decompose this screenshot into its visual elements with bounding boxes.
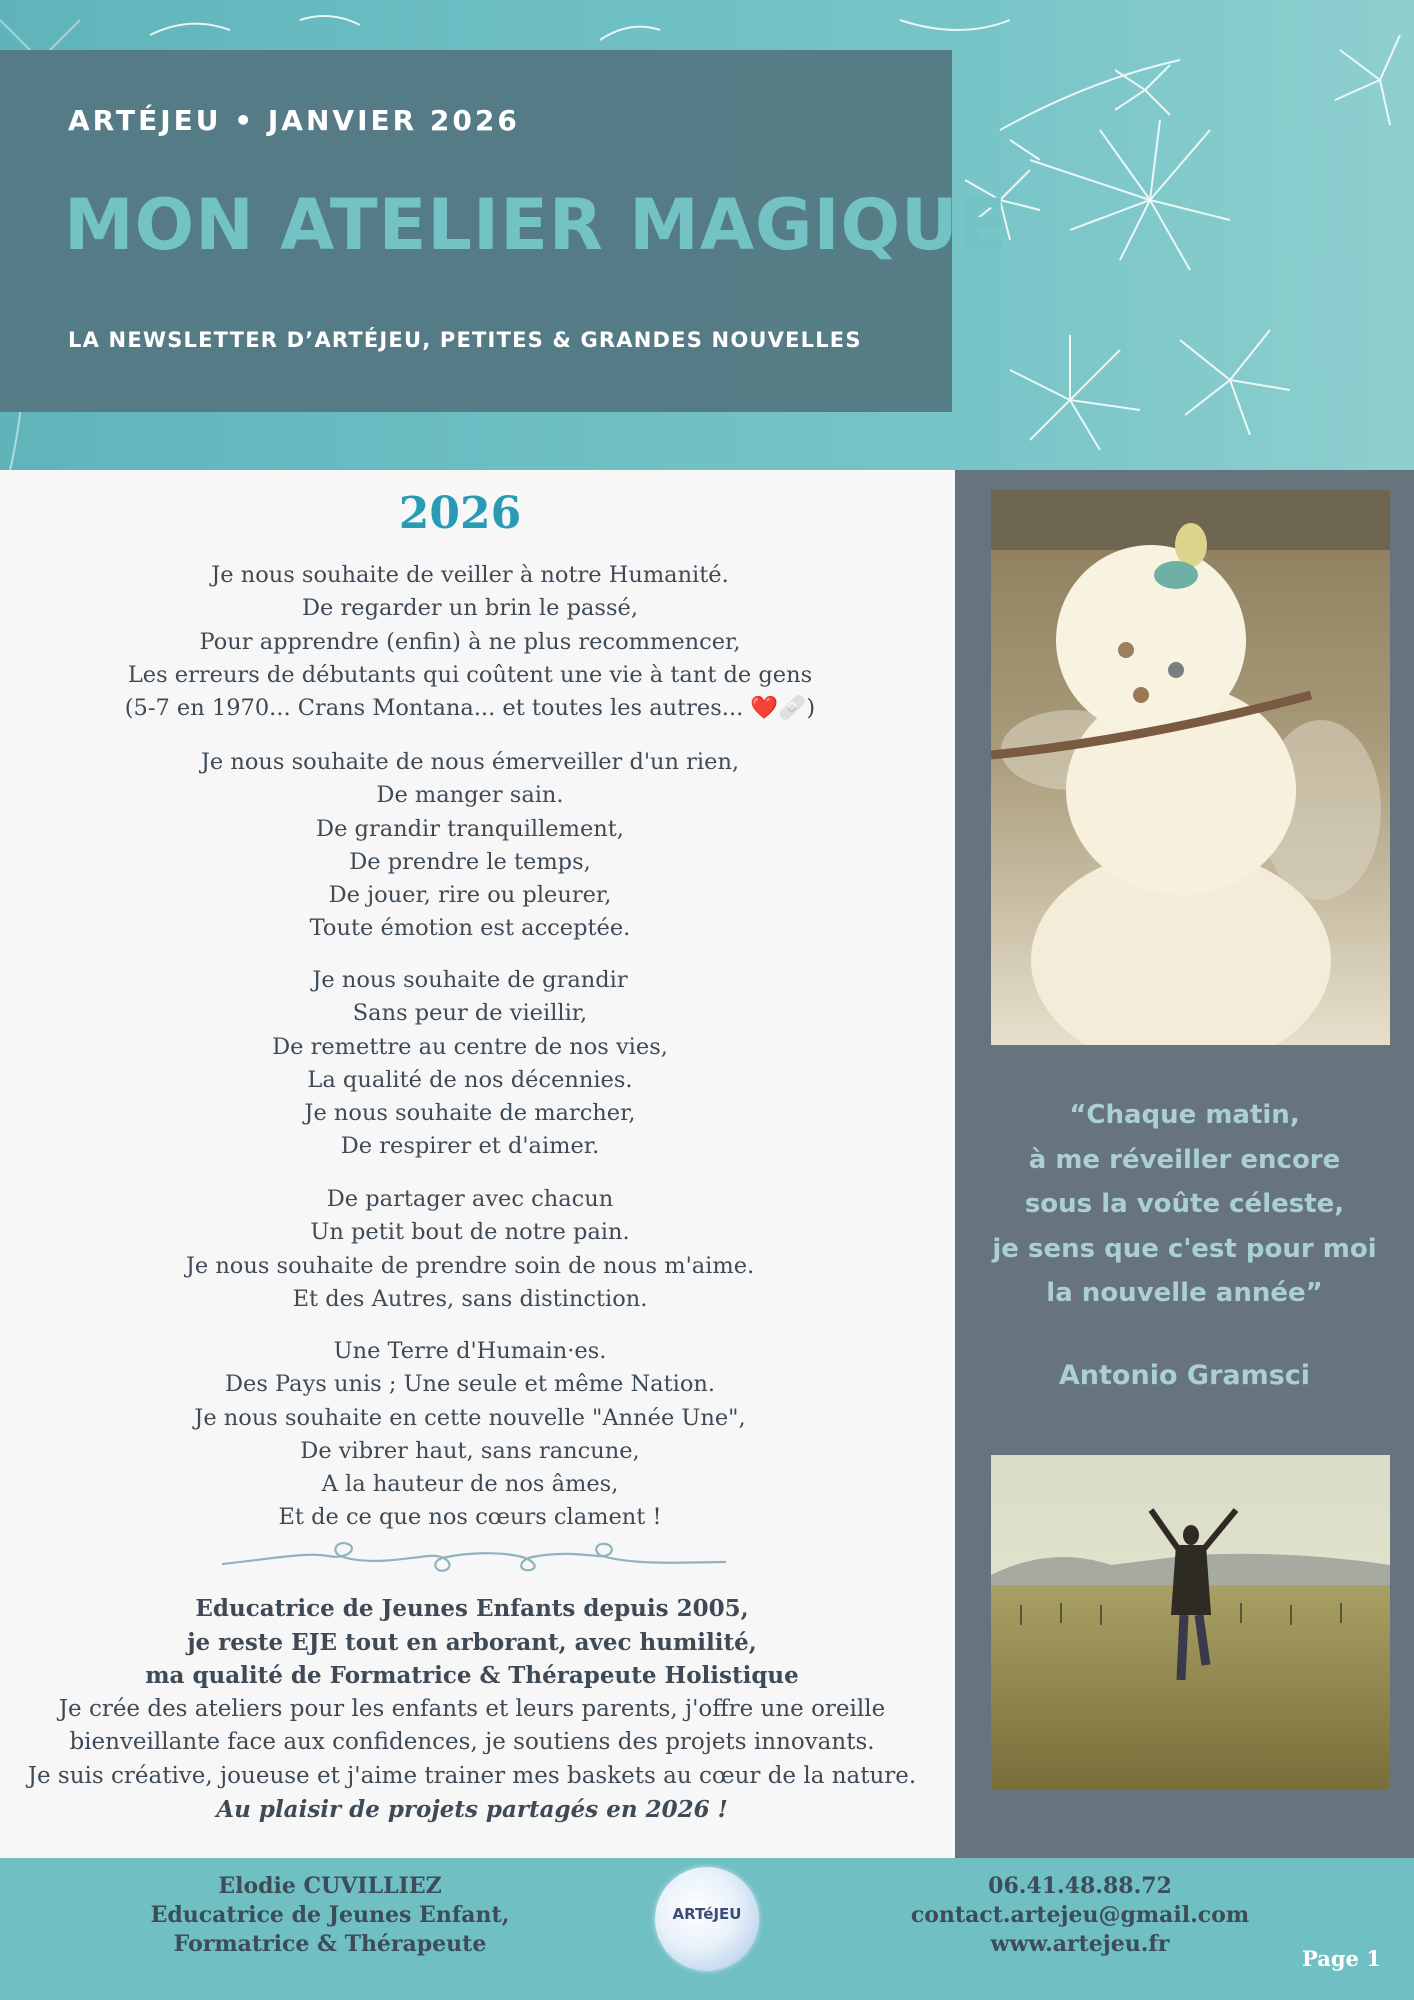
page-number: Page 1 bbox=[1302, 1946, 1381, 1971]
bio-bold-line: je reste EJE tout en arborant, avec humilité, bbox=[187, 1628, 757, 1656]
email-link[interactable]: contact.artejeu@gmail.com bbox=[910, 1902, 1250, 1928]
author-role: Educatrice de Jeunes Enfant, bbox=[150, 1902, 510, 1928]
footer-contact-details bbox=[860, 1872, 1300, 1959]
poem-line: Toute émotion est acceptée. bbox=[309, 915, 631, 942]
logo-text: ARTéJEU bbox=[672, 1905, 742, 1923]
jumping-person-photo bbox=[991, 1455, 1390, 1789]
poem-line: (5-7 en 1970... Crans Montana... et toutes les autres... ❤️🩹) bbox=[124, 695, 816, 722]
poem-line: Des Pays unis ; Une seule et même Nation. bbox=[224, 1371, 716, 1398]
newsletter-title: MON ATELIER MAGIQUE bbox=[64, 184, 1008, 266]
quote-line: je sens que c'est pour moi bbox=[992, 1233, 1377, 1264]
quote-line: la nouvelle année” bbox=[1046, 1278, 1323, 1308]
ornamental-divider bbox=[218, 1538, 730, 1578]
poem-line: De respirer et d'aimer. bbox=[340, 1133, 600, 1160]
snowman-photo bbox=[991, 490, 1390, 1045]
poem-line: Pour apprendre (enfin) à ne plus recommencer, bbox=[199, 628, 741, 655]
poem-line: Je nous souhaite de grandir bbox=[312, 967, 628, 993]
poem-line: Je nous souhaite de veiller à notre Humanité. bbox=[211, 562, 729, 588]
poem-line: La qualité de nos décennies. bbox=[307, 1066, 633, 1093]
poem-line: Et des Autres, sans distinction. bbox=[292, 1285, 648, 1312]
newsletter-subtitle: LA NEWSLETTER D’ARTÉJEU, PETITES & GRANDES NOUVELLES bbox=[68, 328, 862, 352]
author-role: Formatrice & Thérapeute bbox=[173, 1931, 487, 1957]
poem-stanza bbox=[0, 746, 940, 946]
bio-line: Je suis créative, joueuse et j'aime trainer mes baskets au cœur de la nature. bbox=[27, 1762, 917, 1789]
poem-line: De prendre le temps, bbox=[349, 848, 591, 875]
bio-line: Je crée des ateliers pour les enfants et leurs parents, j'offre une oreille bbox=[58, 1695, 886, 1722]
bio-section bbox=[0, 1592, 944, 1827]
poem-line: Je nous souhaite en cette nouvelle "Année Une", bbox=[194, 1404, 746, 1431]
poem-stanza bbox=[0, 559, 940, 725]
poem-line: Sans peur de vieillir, bbox=[352, 1000, 588, 1027]
poem-line: De remettre au centre de nos vies, bbox=[272, 1033, 668, 1060]
poem-line: De manger sain. bbox=[376, 782, 564, 809]
poem-line: Une Terre d'Humain·es. bbox=[333, 1338, 607, 1364]
poem-line: De grandir tranquillement, bbox=[316, 815, 624, 842]
quote-author: Antonio Gramsci bbox=[1058, 1360, 1311, 1391]
poem-line: De regarder un brin le passé, bbox=[302, 595, 638, 622]
header-eyebrow: ARTÉJEU • JANVIER 2026 bbox=[68, 104, 520, 137]
poem-title: 2026 bbox=[398, 488, 522, 539]
header-banner bbox=[0, 0, 1414, 470]
bio-bold-line: ma qualité de Formatrice & Thérapeute Holistique bbox=[145, 1662, 799, 1689]
bio-closing: Au plaisir de projets partagés en 2026 ! bbox=[216, 1796, 728, 1823]
author-name: Elodie CUVILLIEZ bbox=[218, 1873, 442, 1899]
website-link[interactable]: www.artejeu.fr bbox=[990, 1931, 1170, 1957]
poem-line: A la hauteur de nos âmes, bbox=[321, 1471, 619, 1498]
poem-line: Un petit bout de notre pain. bbox=[310, 1219, 630, 1246]
poem-line: Les erreurs de débutants qui coûtent une vie à tant de gens bbox=[127, 661, 813, 688]
poem-stanza bbox=[0, 964, 940, 1164]
phone-number: 06.41.48.88.72 bbox=[988, 1873, 1172, 1899]
bio-line: bienveillante face aux confidences, je soutiens des projets innovants. bbox=[69, 1729, 875, 1755]
poem-line: Je nous souhaite de marcher, bbox=[304, 1100, 636, 1127]
poem-stanza bbox=[0, 1183, 940, 1316]
poem-line: De partager avec chacun bbox=[326, 1186, 614, 1212]
poem-line: Je nous souhaite de prendre soin de nous m'aime. bbox=[185, 1252, 755, 1279]
quote-line: “Chaque matin, bbox=[1069, 1100, 1300, 1130]
quote-text bbox=[955, 1093, 1414, 1316]
poem-stanza bbox=[0, 1335, 940, 1535]
quote-line: à me réveiller encore bbox=[1028, 1144, 1341, 1175]
artejeu-logo bbox=[655, 1867, 759, 1971]
quote-line: sous la voûte céleste, bbox=[1024, 1189, 1345, 1219]
footer-contact-name bbox=[110, 1872, 550, 1959]
bio-bold-line: Educatrice de Jeunes Enfants depuis 2005, bbox=[195, 1595, 749, 1622]
poem-line: De jouer, rire ou pleurer, bbox=[328, 882, 612, 909]
poem-line: De vibrer haut, sans rancune, bbox=[300, 1437, 640, 1464]
poem-line: Je nous souhaite de nous émerveiller d'un rien, bbox=[200, 749, 740, 775]
poem-line: Et de ce que nos cœurs clament ! bbox=[278, 1504, 662, 1531]
